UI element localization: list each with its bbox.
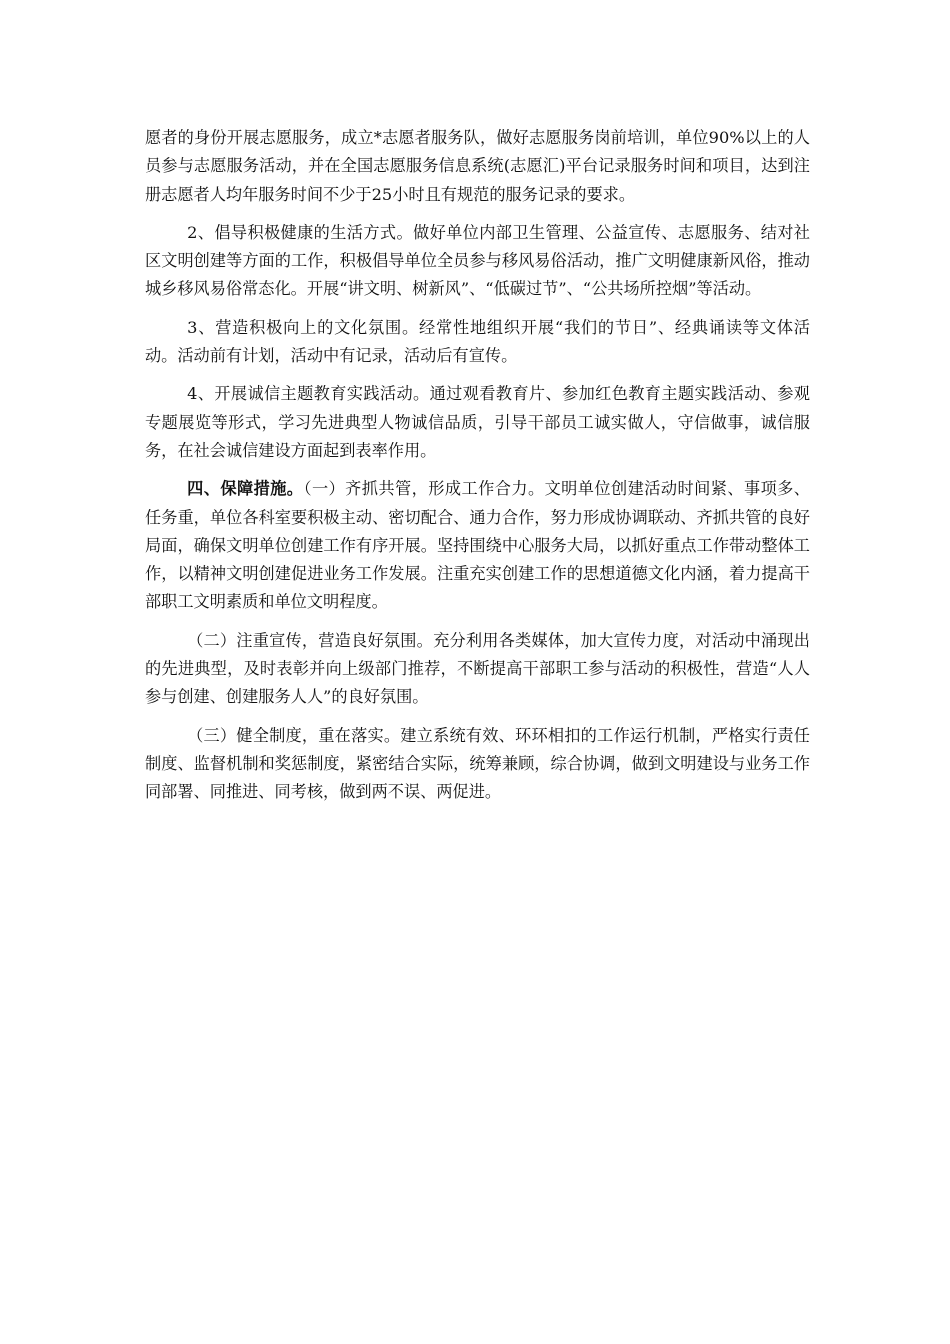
section-heading-safeguards: 四、保障措施。 [187,479,304,499]
paragraph-institutions: （三）健全制度，重在落实。建立系统有效、环环相扣的工作运行机制，严格实行责任制度、监督机制和奖惩制度，紧密结合实际，统筹兼顾，综合协调，做到文明建设与业务工作同部署、同推进、同考核，做到两不误、两促进。 [145,725,810,802]
paragraph-safeguards-body: （一）齐抓共管，形成工作合力。文明单位创建活动时间紧、事项多、任务重，单位各科室要积极主动、密切配合、通力合作，努力形成协调联动、齐抓共管的良好局面，确保文明单位创建工作有序开展。坚持围绕中心服务大局，以抓好重点工作带动整体工作，以精神文明创建促进业务工作发展。注重充实创建工作的思想道德文化内涵，着力提高干部职工文明素质和单位文明程度。 [145,479,810,612]
document-body [145,124,810,817]
paragraph-publicity: （二）注重宣传，营造良好氛围。充分利用各类媒体，加大宣传力度，对活动中涌现出的先进典型，及时表彰并向上级部门推荐，不断提高干部职工参与活动的积极性，营造“人人参与创建、创建服务人人”的良好氛围。 [145,630,810,707]
paragraph-healthy-lifestyle: 2、倡导积极健康的生活方式。做好单位内部卫生管理、公益宣传、志愿服务、结对社区文明创建等方面的工作，积极倡导单位全员参与移风易俗活动，推广文明健康新风俗，推动城乡移风易俗常态化。开展“讲文明、树新风”、“低碳过节”、“公共场所控烟”等活动。 [145,222,810,299]
paragraph-volunteer-service: 愿者的身份开展志愿服务，成立*志愿者服务队，做好志愿服务岗前培训，单位90%以上的人员参与志愿服务活动，并在全国志愿服务信息系统(志愿汇)平台记录服务时间和项目，达到注册志愿者人均年服务时间不少于25小时且有规范的服务记录的要求。 [145,128,810,204]
paragraph-safeguard-measures [145,475,810,616]
paragraph-cultural-atmosphere: 3、营造积极向上的文化氛围。经常性地组织开展“我们的节日”、经典诵读等文体活动。活动前有计划，活动中有记录，活动后有宣传。 [145,317,810,366]
paragraph-integrity-education: 4、开展诚信主题教育实践活动。通过观看教育片、参加红色教育主题实践活动、参观专题展览等形式，学习先进典型人物诚信品质，引导干部员工诚实做人，守信做事，诚信服务，在社会诚信建设方面起到表率作用。 [145,384,810,460]
